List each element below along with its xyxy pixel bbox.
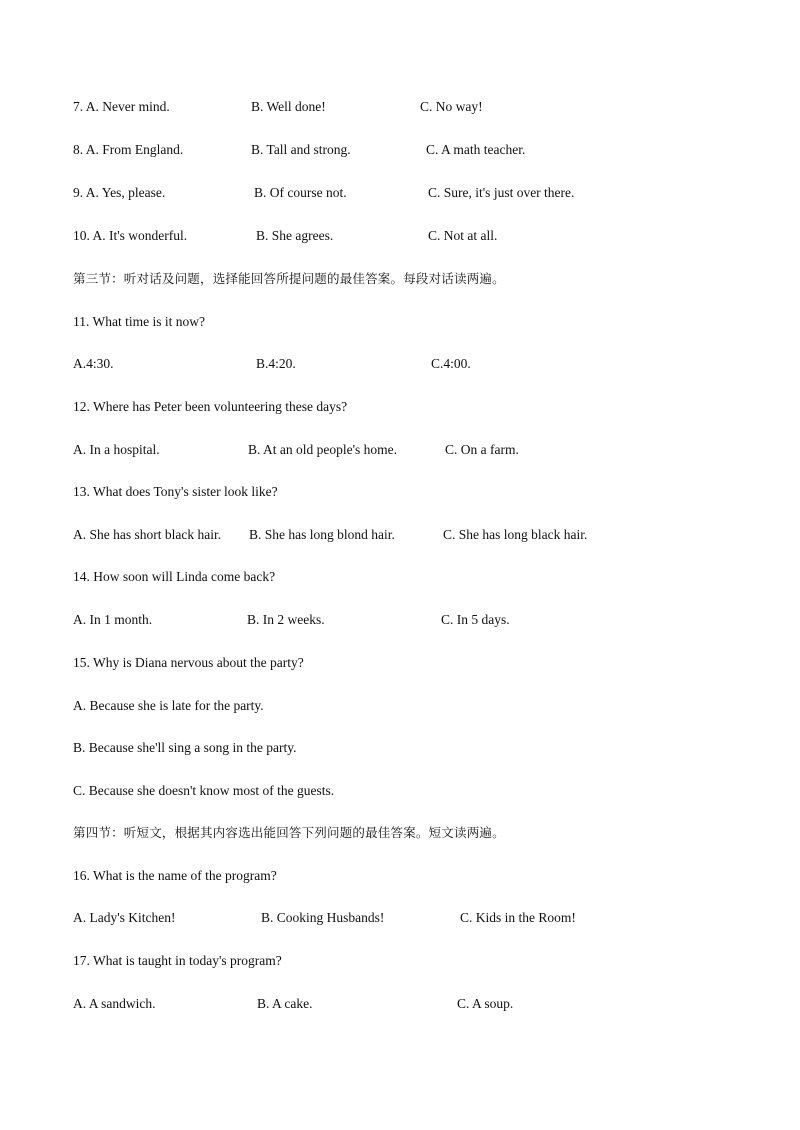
item-9-option-b: B. Of course not. xyxy=(254,185,347,200)
question-17-option-a: A. A sandwich. xyxy=(73,996,156,1011)
item-8-option-b: B. Tall and strong. xyxy=(251,142,351,157)
item-7-option-c: C. No way! xyxy=(420,99,483,114)
question-16: 16. What is the name of the program? xyxy=(73,868,277,883)
item-8-option-a: 8. A. From England. xyxy=(73,142,184,157)
question-12-option-b: B. At an old people's home. xyxy=(248,442,398,457)
question-17-option-b: B. A cake. xyxy=(257,996,313,1011)
question-11-option-b: B.4:20. xyxy=(256,356,296,371)
item-9-option-a: 9. A. Yes, please. xyxy=(73,185,166,200)
item-7-option-a: 7. A. Never mind. xyxy=(73,99,170,114)
question-17-option-c: C. A soup. xyxy=(457,996,514,1011)
question-14: 14. How soon will Linda come back? xyxy=(73,569,276,584)
question-12-option-c: C. On a farm. xyxy=(445,442,519,457)
item-10-option-c: C. Not at all. xyxy=(428,228,498,243)
item-10-option-b: B. She agrees. xyxy=(256,228,334,243)
question-15-option-a: A. Because she is late for the party. xyxy=(73,698,264,713)
question-14-option-a: A. In 1 month. xyxy=(73,612,153,627)
item-8-option-c: C. A math teacher. xyxy=(426,142,526,157)
section-3-heading: 第三节：听对话及问题，选择能回答所提问题的最佳答案。每段对话读两遍。 xyxy=(73,271,505,286)
question-13-option-c: C. She has long black hair. xyxy=(443,527,588,542)
question-15-option-b: B. Because she'll sing a song in the party. xyxy=(73,740,297,755)
item-7-option-b: B. Well done! xyxy=(251,99,326,114)
question-11: 11. What time is it now? xyxy=(73,314,205,329)
section-4-heading: 第四节：听短文，根据其内容选出能回答下列问题的最佳答案。短文读两遍。 xyxy=(73,825,505,840)
question-15-option-c: C. Because she doesn't know most of the guests. xyxy=(73,783,335,798)
question-16-option-b: B. Cooking Husbands! xyxy=(261,910,385,925)
question-12: 12. Where has Peter been volunteering these days? xyxy=(73,399,348,414)
question-12-option-a: A. In a hospital. xyxy=(73,442,160,457)
question-13-option-a: A. She has short black hair. xyxy=(73,527,222,542)
question-13-option-b: B. She has long blond hair. xyxy=(249,527,395,542)
question-11-option-c: C.4:00. xyxy=(431,356,471,371)
question-14-option-b: B. In 2 weeks. xyxy=(247,612,325,627)
question-13: 13. What does Tony's sister look like? xyxy=(73,484,278,499)
item-10-option-a: 10. A. It's wonderful. xyxy=(73,228,188,243)
question-11-option-a: A.4:30. xyxy=(73,356,114,371)
question-14-option-c: C. In 5 days. xyxy=(441,612,510,627)
question-16-option-c: C. Kids in the Room! xyxy=(460,910,576,925)
question-16-option-a: A. Lady's Kitchen! xyxy=(73,910,176,925)
question-15: 15. Why is Diana nervous about the party? xyxy=(73,655,304,670)
item-9-option-c: C. Sure, it's just over there. xyxy=(428,185,575,200)
question-17: 17. What is taught in today's program? xyxy=(73,953,282,968)
